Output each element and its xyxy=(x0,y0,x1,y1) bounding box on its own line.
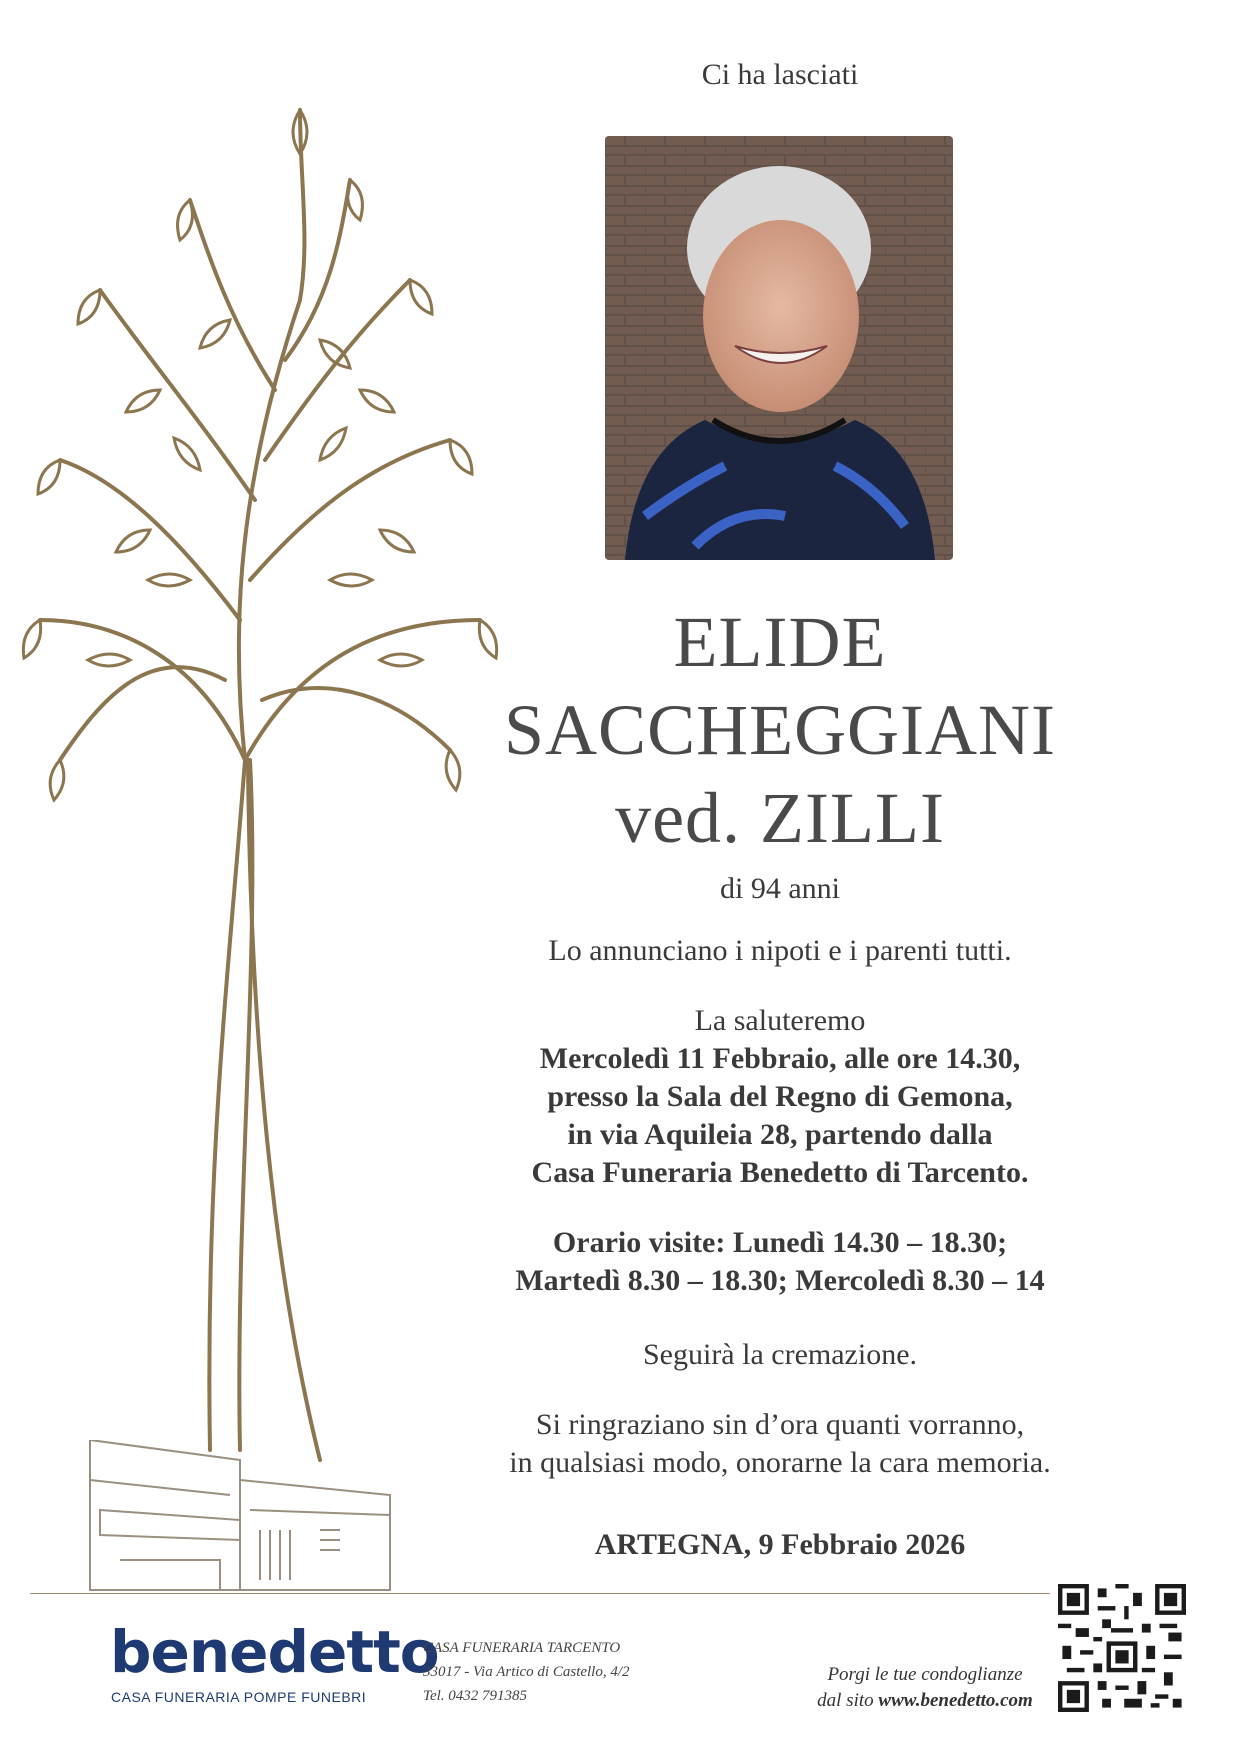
condolence-line-2 xyxy=(800,1690,1050,1712)
intro-text: Ci ha lasciati xyxy=(701,58,859,91)
website-link[interactable]: www.benedetto.com xyxy=(878,1690,1033,1711)
portrait-photo xyxy=(605,136,953,560)
deceased-name-widow: ved. ZILLI xyxy=(615,778,945,858)
visits-line-1: Orario visite: Lunedì 14.30 – 18.30; xyxy=(552,1226,1008,1259)
cremation-text: Seguirà la cremazione. xyxy=(642,1338,918,1371)
qr-code-icon[interactable] xyxy=(1058,1584,1186,1712)
thanks-line-1: Si ringraziano sin d’ora quanti vorranno, xyxy=(535,1408,1025,1441)
farewell-line-3: in via Aquileia 28, partendo dalla xyxy=(567,1118,993,1151)
condolence-prefix: dal sito xyxy=(817,1690,879,1711)
address-line-1: CASA FUNERARIA TARCENTO xyxy=(423,1640,621,1656)
address-line-2: 33017 - Via Artico di Castello, 4/2 xyxy=(423,1664,630,1680)
thanks-line-2: in qualsiasi modo, onorarne la cara memoria. xyxy=(509,1446,1051,1479)
benedetto-logo: benedetto xyxy=(110,1618,439,1686)
announcement-text: Lo annunciano i nipoti e i parenti tutti. xyxy=(548,934,1012,967)
farewell-intro: La saluteremo xyxy=(694,1004,866,1037)
farewell-line-2: presso la Sala del Regno di Gemona, xyxy=(547,1080,1013,1113)
farewell-line-1: Mercoledì 11 Febbraio, alle ore 14.30, xyxy=(539,1042,1021,1075)
farewell-line-4: Casa Funeraria Benedetto di Tarcento. xyxy=(531,1156,1029,1189)
tree-icon xyxy=(0,60,520,1620)
logo-subtitle: CASA FUNERARIA POMPE FUNEBRI xyxy=(111,1689,367,1705)
deceased-name-first: ELIDE xyxy=(673,602,887,682)
deceased-name-last: SACCHEGGIANI xyxy=(504,690,1056,770)
address-line-3: Tel. 0432 791385 xyxy=(423,1688,528,1704)
condolence-line-1: Porgi le tue condoglianze xyxy=(827,1664,1023,1685)
visits-line-2: Martedì 8.30 – 18.30; Mercoledì 8.30 – 14 xyxy=(515,1264,1045,1297)
place-date: ARTEGNA, 9 Febbraio 2026 xyxy=(594,1528,966,1561)
age-text: di 94 anni xyxy=(720,872,840,905)
building-icon xyxy=(20,1440,540,1610)
footer-divider xyxy=(30,1593,1050,1594)
